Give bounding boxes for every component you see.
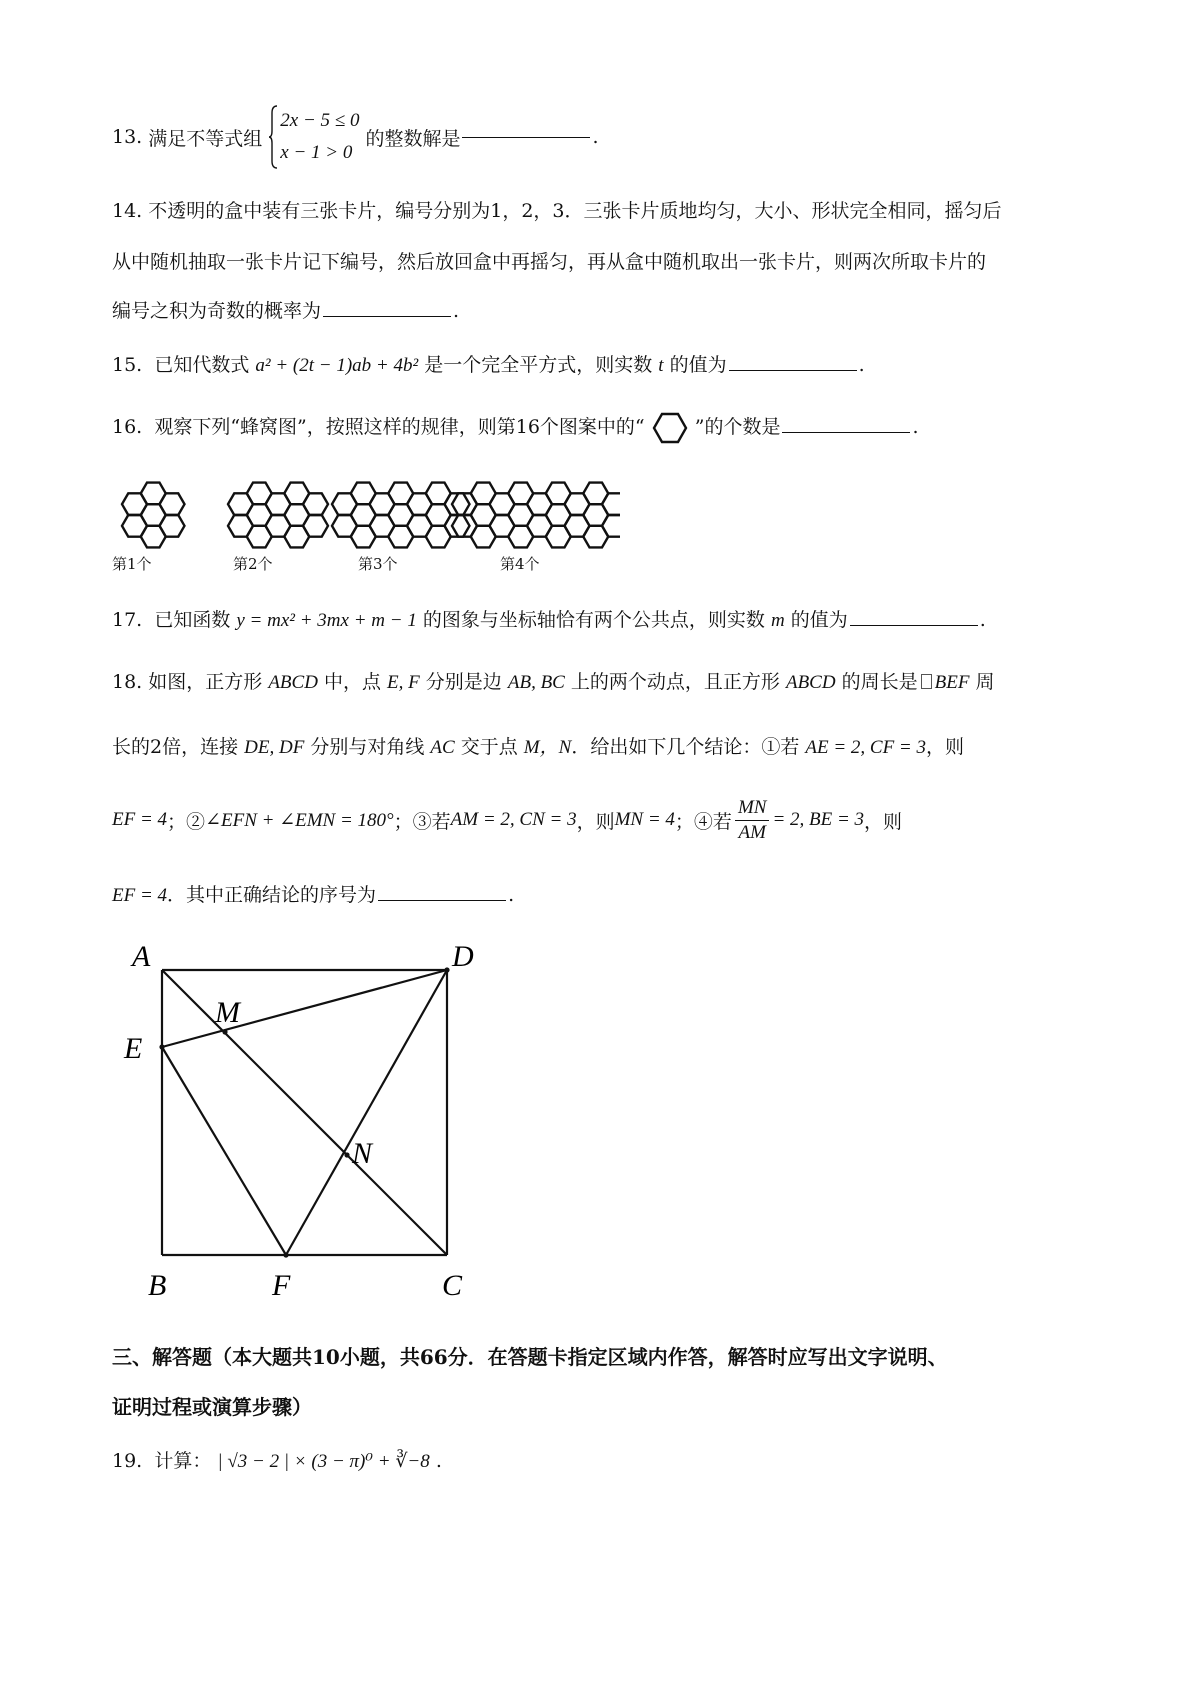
q15-post: 的值为: [669, 354, 727, 376]
q18-text: 中，点: [323, 671, 381, 693]
q18-math: ABCD: [268, 672, 318, 693]
q14-end: .: [453, 300, 460, 322]
q18-math: E, F: [387, 672, 420, 693]
q18-math: BEF: [934, 672, 970, 693]
q19-expression: | √3 − 2 | × (3 − π)⁰ + ∛−8: [217, 1451, 430, 1472]
label-e: E: [124, 1032, 143, 1065]
q15-expression: a² + (2t − 1)ab + 4b²: [255, 355, 419, 376]
q18-math: ∠EFN + ∠EMN = 180°: [205, 809, 394, 831]
q15-mid: 是一个完全平方式，则实数: [424, 354, 653, 376]
segment-de: [162, 970, 447, 1047]
point-m: [222, 1029, 227, 1034]
q18-end: .: [508, 884, 515, 906]
answer-blank[interactable]: [378, 899, 506, 901]
fraction-denominator: AM: [738, 821, 766, 843]
q18-text: ；②: [167, 810, 206, 833]
q13-number: 13.: [112, 126, 143, 148]
q18-text: 分别与对角线: [310, 736, 425, 758]
q18-math: MN = 4: [614, 809, 675, 830]
honeycomb-cell: [602, 493, 620, 515]
question-18-line-3: [112, 793, 902, 847]
question-18-line-1: [112, 667, 995, 694]
q17-end: .: [979, 609, 986, 631]
question-13: [112, 104, 599, 170]
q15-prefix: 已知代数式: [154, 354, 250, 376]
q19-prefix: 计算：: [154, 1450, 212, 1472]
q17-expression: y = mx² + 3mx + m − 1: [236, 610, 417, 631]
q18-text: ，则: [926, 736, 965, 758]
q18-text: ．其中正确结论的序号为: [167, 884, 377, 906]
q19-number: 19.: [112, 1450, 143, 1472]
honeycomb-caption-2: 第2个: [233, 555, 273, 573]
q18-math: AB, BC: [507, 672, 565, 693]
q18-text: 周: [975, 671, 995, 693]
inequality-system: [268, 105, 359, 169]
fraction-numerator: MN: [735, 797, 770, 821]
q17-variable: m: [770, 610, 785, 631]
q14-line-3-text: 编号之积为奇数的概率为: [112, 300, 322, 322]
left-brace-icon: [268, 105, 278, 169]
label-n: N: [352, 1137, 373, 1170]
question-17: [112, 605, 986, 632]
point-n: [344, 1152, 349, 1157]
q18-text: ，则: [576, 810, 615, 833]
segment-ef: [162, 1047, 286, 1255]
q18-math: AC: [430, 737, 455, 758]
label-f: F: [272, 1269, 291, 1302]
q18-text: ；④若: [674, 810, 732, 833]
honeycomb-hexagons: [122, 483, 620, 548]
square-geometry-figure: [120, 930, 500, 1310]
segment-df: [286, 970, 447, 1255]
q18-math: AM = 2, CN = 3: [450, 809, 577, 830]
q18-text: ；③若: [393, 810, 451, 833]
q18-math: DE, DF: [244, 737, 305, 758]
q16-end: .: [912, 416, 919, 438]
label-m: M: [215, 996, 240, 1029]
q18-text: 的周长是: [841, 671, 918, 693]
question-15: [112, 350, 865, 377]
q19-end: .: [435, 1450, 442, 1472]
question-18-line-2: [112, 732, 964, 759]
q18-text: 分别是边: [425, 671, 502, 693]
section-3-heading-line-1: 三、解答题（本大题共10小题，共66分．在答题卡指定区域内作答，解答时应写出文字说明、: [112, 1345, 948, 1369]
q18-math: ABCD: [785, 672, 836, 693]
q18-text: 长的2倍，连接: [112, 736, 239, 758]
triangle-symbol-box: [921, 674, 932, 689]
q18-text: ，则: [864, 810, 903, 833]
question-14-line-1: 14. 不透明的盒中装有三张卡片，编号分别为1，2，3．三张卡片质地均匀，大小、形状完全相同，摇匀后: [112, 200, 1002, 222]
honeycomb-cell: [160, 515, 185, 537]
q16-number: 16.: [112, 416, 143, 438]
question-19: [112, 1446, 442, 1473]
q17-post: 的值为: [790, 609, 848, 631]
q18-text: 上的两个动点，且正方形: [570, 671, 780, 693]
question-18-line-4: [112, 880, 514, 907]
q15-end: .: [858, 354, 865, 376]
question-14-line-3: [112, 296, 459, 323]
honeycomb-caption-4: 第4个: [500, 555, 540, 573]
honeycomb-cell: [160, 493, 185, 515]
q18-text: 交于点: [460, 736, 518, 758]
question-16: [112, 410, 919, 446]
q15-number: 15.: [112, 354, 143, 376]
q18-math: AE = 2, CF = 3: [805, 737, 927, 758]
answer-blank[interactable]: [729, 369, 857, 371]
q18-math: M，N: [523, 737, 572, 758]
q16-prefix: 观察下列“蜂窝图”，按照这样的规律，则第16个图案中的“: [154, 416, 645, 438]
hexagon-icon: [652, 410, 688, 446]
q18-math: EF = 4: [112, 809, 168, 830]
q17-mid: 的图象与坐标轴恰有两个公共点，则实数: [422, 609, 765, 631]
honeycomb-caption-1: 第1个: [112, 555, 152, 573]
section-3-heading-line-2: 证明过程或演算步骤）: [112, 1395, 312, 1419]
q17-number: 17.: [112, 609, 143, 631]
answer-blank[interactable]: [850, 624, 978, 626]
q13-post: 的整数解是: [365, 127, 461, 150]
q15-variable: t: [658, 355, 664, 376]
point-d: [444, 967, 449, 972]
honeycomb-cell: [303, 515, 328, 537]
q18-text: ．给出如下几个结论：①若: [571, 736, 800, 758]
question-14-line-2: 从中随机抽取一张卡片记下编号，然后放回盒中再摇匀，再从盒中随机取出一张卡片，则两次所取卡片的: [112, 251, 987, 273]
diagonal-ac: [162, 970, 447, 1255]
inequality-row-2: x − 1 > 0: [280, 142, 353, 163]
label-d: D: [452, 940, 474, 973]
label-c: C: [442, 1269, 463, 1302]
inequality-row-1: 2x − 5 ≤ 0: [280, 110, 360, 131]
q13-end: .: [592, 126, 599, 148]
q13-prefix: 满足不等式组: [148, 127, 263, 150]
label-a: A: [132, 940, 151, 973]
q17-prefix: 已知函数: [154, 609, 231, 631]
q18-math: = 2, BE = 3: [772, 809, 865, 830]
answer-blank[interactable]: [462, 136, 590, 138]
q18-math: EF = 4: [112, 885, 168, 906]
point-e: [159, 1044, 164, 1049]
label-b: B: [148, 1269, 167, 1302]
answer-blank[interactable]: [323, 315, 451, 317]
point-f: [283, 1252, 288, 1257]
q16-post: ”的个数是: [694, 416, 781, 438]
honeycomb-caption-3: 第3个: [358, 555, 398, 573]
answer-blank[interactable]: [782, 431, 910, 433]
q18-text: 18. 如图，正方形: [112, 671, 263, 693]
fraction-mn-over-am: [735, 797, 770, 844]
honeycomb-cell: [303, 493, 328, 515]
honeycomb-cell: [602, 515, 620, 537]
